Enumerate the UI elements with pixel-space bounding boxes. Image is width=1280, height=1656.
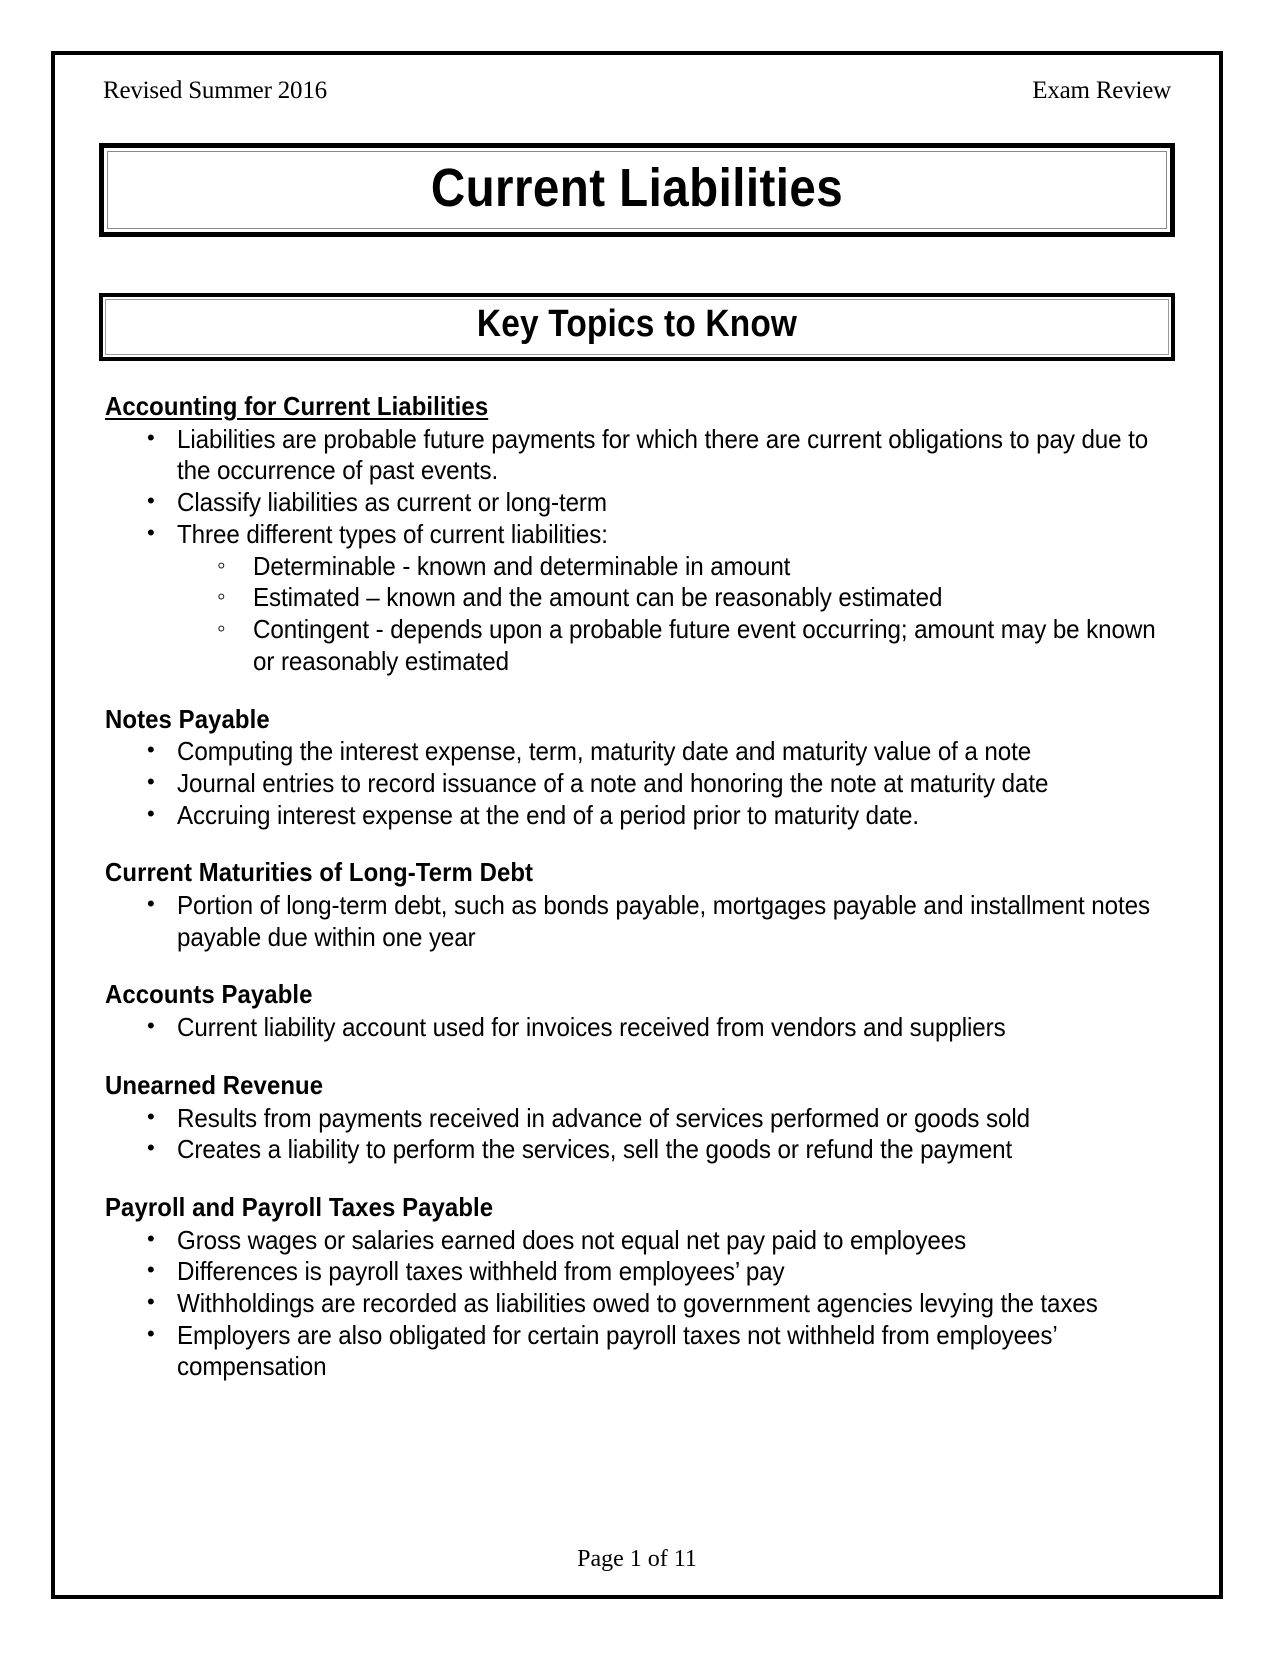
bullet-item — [105, 1134, 1175, 1166]
bullet-text: • Creates a liability to perform the services, sell the goods or refund the payment — [177, 1134, 1013, 1165]
section-heading: Current Maturities of Long-Term Debt — [105, 857, 534, 888]
bullet-text: • Portion of long-term debt, such as bonds payable, mortgages payable and installment notes payable due within one year — [177, 890, 1150, 952]
key-topics-heading: Key Topics to Know — [476, 303, 798, 346]
bullet-item — [105, 487, 1175, 519]
bullet-text: • Gross wages or salaries earned does not equal net pay paid to employees — [177, 1224, 967, 1255]
document-title-box — [99, 143, 1175, 238]
page-footer: Page 1 of 11 — [577, 1546, 697, 1572]
page-title: Current Liabilities — [430, 157, 844, 218]
bullet-text: • Three different types of current liabilities: — [177, 518, 608, 549]
bullet-text: • Accruing interest expense at the end of a period prior to maturity date. — [177, 799, 919, 830]
bullet-item — [105, 1288, 1175, 1320]
sub-bullet-item — [105, 582, 1175, 614]
bullet-list — [105, 424, 1175, 551]
bullet-text: • Liabilities are probable future payments for which there are current obligations to pay due to the occurrence of past events. — [177, 423, 1149, 486]
topic-section — [105, 391, 1175, 677]
running-header — [99, 77, 1175, 105]
bullet-list — [105, 890, 1175, 953]
header-right-text: Exam Review — [1032, 77, 1171, 104]
bullet-text: • Withholdings are recorded as liabilities owed to government agencies levying the taxes — [177, 1288, 1098, 1319]
bullet-item — [105, 519, 1175, 551]
bullet-item — [105, 736, 1175, 768]
section-heading: Accounting for Current Liabilities — [105, 391, 489, 422]
document-page — [51, 51, 1223, 1599]
header-left-text: Revised Summer 2016 — [103, 77, 327, 104]
bullet-list — [105, 1103, 1175, 1166]
section-heading: Unearned Revenue — [105, 1069, 324, 1100]
bullet-text: • Results from payments received in advance of services performed or goods sold — [177, 1102, 1030, 1133]
bullet-item — [105, 1320, 1175, 1383]
topic-section — [105, 1192, 1175, 1383]
section-heading: Payroll and Payroll Taxes Payable — [105, 1191, 494, 1222]
bullet-item — [105, 424, 1175, 487]
bullet-text: • Computing the interest expense, term, maturity date and maturity value of a note — [177, 736, 1032, 767]
bullet-list — [105, 1225, 1175, 1384]
sub-bullet-text: ◦ Estimated – known and the amount can be reasonably estimated — [253, 582, 943, 613]
bullet-item — [105, 890, 1175, 953]
bullet-item — [105, 1103, 1175, 1135]
bullet-item — [105, 768, 1175, 800]
page-content-area — [55, 55, 1219, 1595]
bullet-item — [105, 800, 1175, 832]
topic-section — [105, 1070, 1175, 1166]
bullet-item — [105, 1012, 1175, 1044]
bullet-item — [105, 1256, 1175, 1288]
key-topics-box-inner — [105, 299, 1169, 355]
bullet-text: • Differences is payroll taxes withheld from employees’ pay — [177, 1256, 785, 1287]
document-title-box-inner — [107, 151, 1167, 230]
bullet-item — [105, 1225, 1175, 1257]
section-heading: Accounts Payable — [105, 979, 313, 1010]
sub-bullet-text: ◦ Determinable - known and determinable in amount — [253, 550, 791, 581]
bullet-list — [105, 736, 1175, 831]
bullet-text: • Current liability account used for invoices received from vendors and suppliers — [177, 1012, 1006, 1043]
bullet-text: • Journal entries to record issuance of a note and honoring the note at maturity date — [177, 767, 1049, 798]
topic-section — [105, 704, 1175, 832]
bullet-list — [105, 1012, 1175, 1044]
sub-bullet-text: ◦ Contingent - depends upon a probable future event occurring; amount may be known or reasonably estimated — [253, 614, 1156, 676]
section-heading: Notes Payable — [105, 703, 270, 734]
topics-content — [99, 391, 1175, 1383]
sub-bullet-item — [105, 551, 1175, 583]
sub-bullet-list — [105, 551, 1175, 678]
sub-bullet-item — [105, 614, 1175, 677]
key-topics-box — [99, 293, 1175, 361]
topic-section — [105, 979, 1175, 1043]
bullet-text: • Employers are also obligated for certain payroll taxes not withheld from employees’ compensation — [177, 1319, 1057, 1382]
bullet-text: • Classify liabilities as current or long-term — [177, 487, 607, 518]
topic-section — [105, 857, 1175, 953]
